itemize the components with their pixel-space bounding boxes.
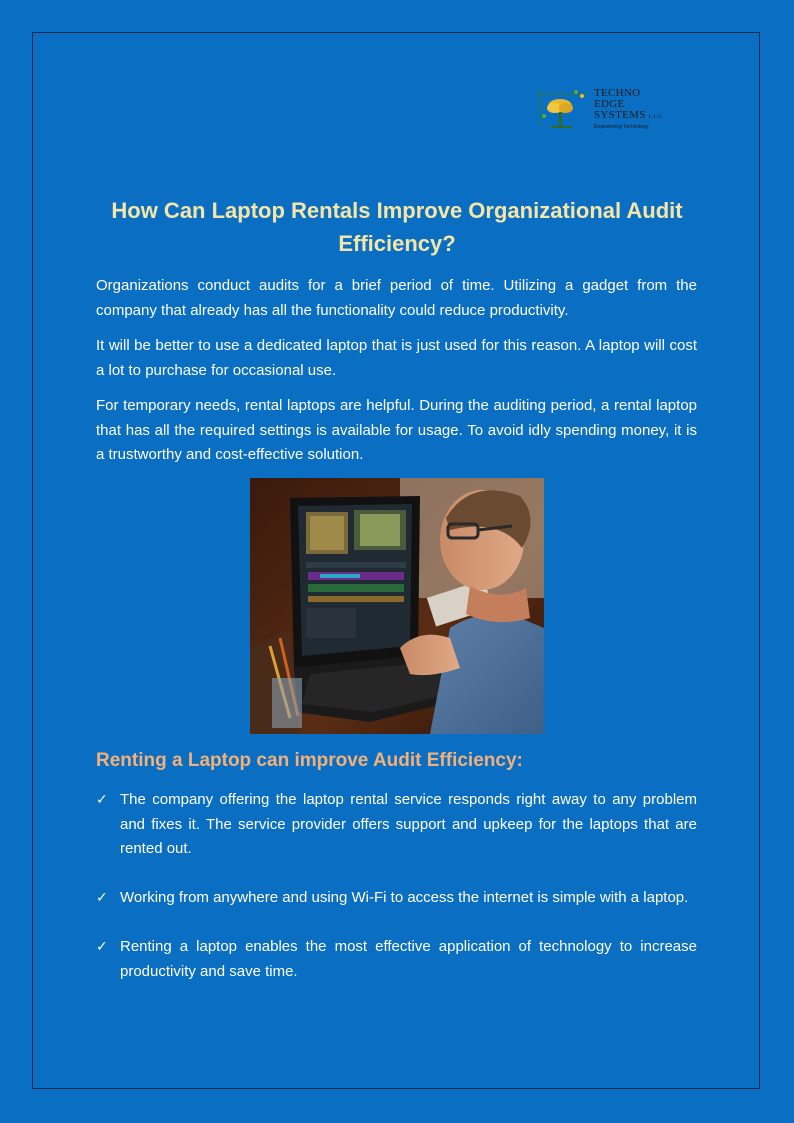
logo-tagline: Empowering Technology (594, 124, 649, 130)
cloud-tree-logo-icon (534, 86, 590, 134)
laptop-user-photo (250, 478, 544, 734)
list-item-text: Renting a laptop enables the most effective application of technology to increase productivity and save time. (120, 938, 697, 980)
logo-line-3: SYSTEMS (594, 109, 646, 121)
company-logo (534, 86, 694, 136)
benefits-list (96, 788, 697, 1009)
logo-suffix: L.L.C (648, 115, 663, 120)
intro-paragraph-3: For temporary needs, rental laptops are helpful. During the auditing period, a rental laptop that has all the required settings is available for usage. To avoid idly spending money, it is a trustworthy and cost-effective solution. (96, 397, 697, 463)
list-item (96, 886, 697, 911)
section-subheading: Renting a Laptop can improve Audit Efficiency: (96, 750, 523, 771)
page-title: How Can Laptop Rentals Improve Organizational Audit Efficiency? (111, 198, 683, 256)
intro-paragraph-1: Organizations conduct audits for a brief period of time. Utilizing a gadget from the company that already has all the functionality could reduce productivity. (96, 277, 697, 319)
list-item (96, 935, 697, 984)
checkmark-icon: ✓ (96, 890, 108, 906)
checkmark-icon: ✓ (96, 792, 108, 808)
logo-line-2: EDGE (594, 98, 625, 110)
list-item-text: Working from anywhere and using Wi-Fi to access the internet is simple with a laptop. (120, 889, 689, 906)
logo-line-1: TECHNO (594, 87, 641, 99)
intro-paragraph-2: It will be better to use a dedicated laptop that is just used for this reason. A laptop will cost a lot to purchase for occasional use. (96, 337, 697, 379)
list-item-text: The company offering the laptop rental service responds right away to any problem and fixes it. The service provider offers support and upkeep for the laptops that are rented out. (120, 791, 697, 857)
list-item (96, 788, 697, 862)
checkmark-icon: ✓ (96, 939, 108, 955)
